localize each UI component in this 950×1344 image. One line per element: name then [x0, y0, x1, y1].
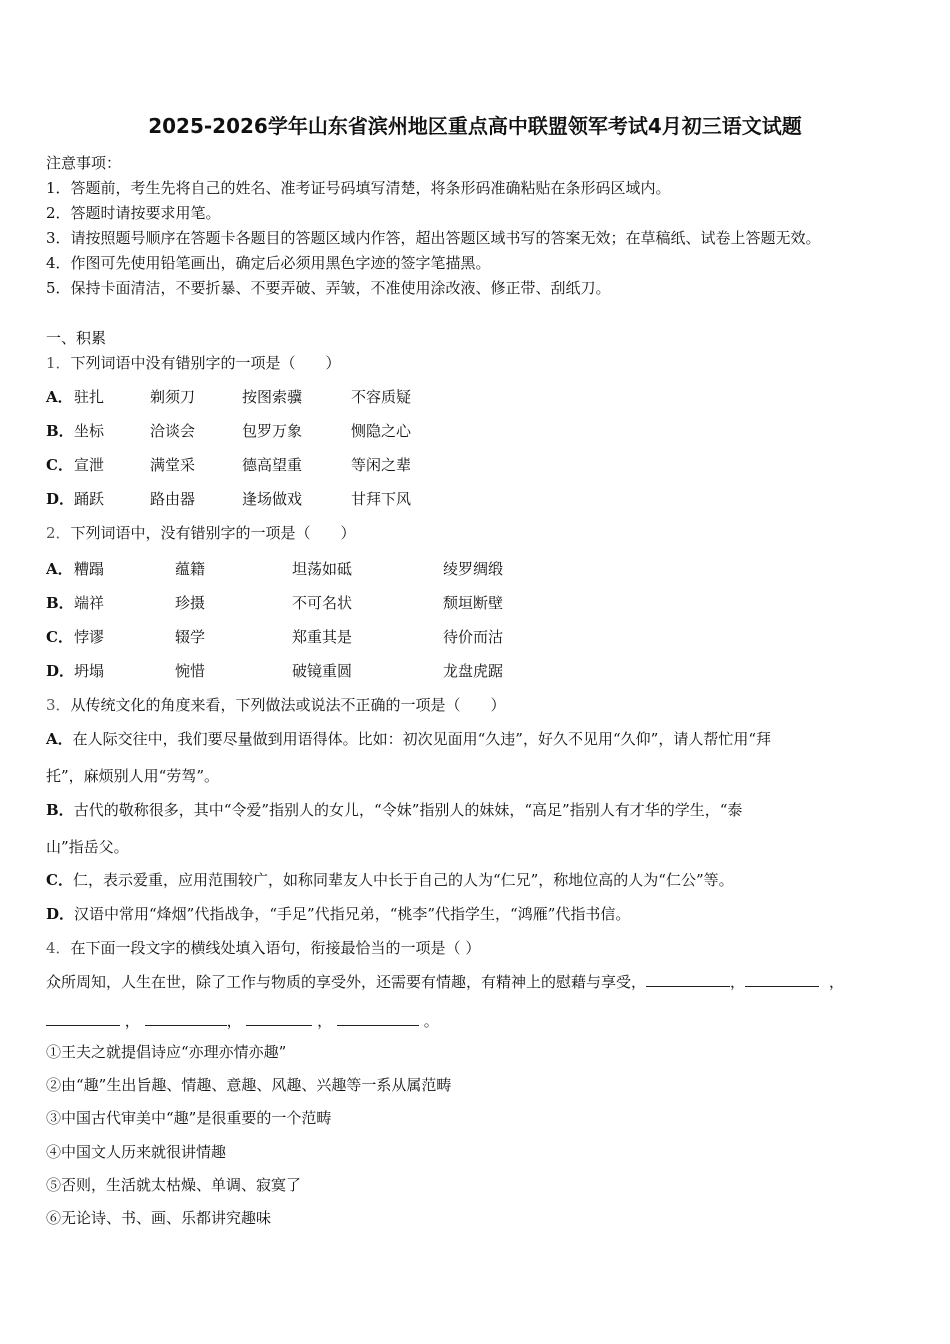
option-label: A． — [46, 388, 73, 406]
paragraph-text: 众所周知，人生在世，除了工作与物质的享受外，还需要有情趣，有精神上的慰藉与享受， — [46, 973, 647, 991]
blank-separator: ， — [226, 1012, 242, 1030]
notice-item: 2．答题时请按要求用笔。 — [46, 204, 221, 222]
option-label: D． — [46, 905, 75, 923]
option-word: 待价而沽 — [443, 628, 504, 646]
option-word: 珍摄 — [175, 594, 206, 612]
option-word: 惋惜 — [175, 662, 206, 680]
notice-item: 3．请按照题号顺序在答题卡各题目的答题区域内作答，超出答题区域书写的答案无效；在草稿纸、试卷上答题无效。 — [46, 229, 821, 247]
question-1-stem — [46, 352, 341, 373]
option-text: 古代的敬称很多，其中“令爱”指别人的女儿，“令妹”指别人的妹妹，“高足”指别人有才华的学生，“泰 — [73, 801, 743, 819]
option-word: 恻隐之心 — [351, 422, 412, 440]
option-label: C． — [46, 456, 73, 474]
option-word: 宣泄 — [74, 456, 105, 474]
option-label: B． — [46, 594, 74, 612]
option-word: 甘拜下风 — [351, 490, 412, 508]
option-label: D． — [46, 490, 75, 508]
q4-item: ①王夫之就提倡诗应“亦理亦情亦趣” — [46, 1043, 287, 1061]
blank-separator: ， — [317, 1012, 333, 1030]
option-word: 蕴籍 — [175, 560, 206, 578]
page-title: 2025-2026学年山东省滨州地区重点高中联盟领军考试4月初三语文试题 — [148, 114, 802, 138]
q4-item: ⑥无论诗、书、画、乐都讲究趣味 — [46, 1209, 272, 1227]
option-word: 坦荡如砥 — [292, 560, 353, 578]
answer-blank[interactable] — [337, 1011, 419, 1026]
answer-blank[interactable] — [145, 1011, 227, 1026]
question-number: 1． — [46, 354, 71, 372]
question-4-stem — [46, 937, 480, 958]
option-word: 破镜重圆 — [292, 662, 353, 680]
q3-option-a-continued: 托”，麻烦别人用“劳驾”。 — [46, 767, 220, 785]
option-label: D． — [46, 662, 75, 680]
answer-blank[interactable] — [246, 1011, 312, 1026]
option-word: 路由器 — [150, 490, 196, 508]
option-word: 满堂采 — [150, 456, 196, 474]
option-word: 驻扎 — [74, 388, 105, 406]
option-text: 仁，表示爱重，应用范围较广，如称同辈友人中长于自己的人为“仁兄”，称地位高的人为“仁公”等。 — [72, 871, 734, 889]
question-text: 下列词语中没有错别字的一项是（ ） — [70, 354, 341, 372]
option-word: 逢场做戏 — [242, 490, 303, 508]
question-3-stem — [46, 694, 506, 715]
option-label: A． — [46, 560, 73, 578]
option-label: C． — [46, 871, 73, 889]
q3-option-a[interactable] — [46, 728, 771, 749]
q4-item: ③中国古代审美中“趣”是很重要的一个范畴 — [46, 1109, 332, 1127]
question-text: 在下面一段文字的横线处填入语句，衔接最恰当的一项是（ ） — [70, 939, 481, 957]
option-word: 洽谈会 — [150, 422, 196, 440]
q4-item: ②由“趣”生出旨趣、情趣、意趣、风趣、兴趣等一系从属范畴 — [46, 1076, 452, 1094]
option-label: A． — [46, 730, 73, 748]
notice-item: 1．答题前，考生先将自己的姓名、准考证号码填写清楚，将条形码准确粘贴在条形码区域内。 — [46, 179, 671, 197]
q3-option-b[interactable] — [46, 799, 742, 820]
option-word: 绫罗绸缎 — [443, 560, 504, 578]
option-label: B． — [46, 422, 74, 440]
option-word: 包罗万象 — [242, 422, 303, 440]
option-text: 汉语中常用“烽烟”代指战争，“手足”代指兄弟，“桃李”代指学生，“鸿雁”代指书信。 — [74, 905, 631, 923]
option-text: 在人际交往中，我们要尽量做到用语得体。比如：初次见面用“久违”，好久不见用“久仰”，请人帮忙用“拜 — [72, 730, 771, 748]
option-word: 糟蹋 — [74, 560, 105, 578]
option-label: C． — [46, 628, 73, 646]
question-number: 2． — [46, 524, 71, 542]
section-heading: 一、积累 — [46, 329, 107, 347]
blank-separator: ， — [730, 973, 746, 991]
option-word: 端祥 — [74, 594, 105, 612]
option-label: B． — [46, 801, 74, 819]
answer-blank[interactable] — [745, 972, 819, 987]
end-period: 。 — [423, 1012, 439, 1030]
question-text: 下列词语中，没有错别字的一项是（ ） — [70, 524, 356, 542]
notice-item: 4．作图可先使用铅笔画出，确定后必须用黑色字迹的签字笔描黑。 — [46, 254, 491, 272]
option-word: 坍塌 — [74, 662, 105, 680]
blank-separator: ， — [124, 1012, 140, 1030]
question-text: 从传统文化的角度来看，下列做法或说法不正确的一项是（ ） — [70, 696, 506, 714]
answer-blank[interactable] — [46, 1011, 120, 1026]
option-word: 龙盘虎踞 — [443, 662, 504, 680]
question-number: 4． — [46, 939, 71, 957]
notice-heading: 注意事项： — [46, 154, 122, 172]
q3-option-d[interactable] — [46, 903, 630, 924]
q4-item: ④中国文人历来就很讲情趣 — [46, 1143, 227, 1161]
option-word: 德高望重 — [242, 456, 303, 474]
answer-blank[interactable] — [646, 972, 730, 987]
option-word: 踊跃 — [74, 490, 105, 508]
q4-blank-line — [46, 1010, 439, 1031]
q3-option-b-continued: 山”指岳父。 — [46, 838, 129, 856]
question-2-stem — [46, 522, 356, 543]
option-word: 郑重其是 — [292, 628, 353, 646]
option-word: 不可名状 — [292, 594, 353, 612]
blank-separator: ， — [829, 973, 845, 991]
question-number: 3． — [46, 696, 71, 714]
option-word: 等闲之辈 — [351, 456, 412, 474]
notice-item: 5．保持卡面清洁，不要折暴、不要弄破、弄皱，不准使用涂改液、修正带、刮纸刀。 — [46, 279, 611, 297]
q4-item: ⑤否则，生活就太枯燥、单调、寂寞了 — [46, 1176, 302, 1194]
option-word: 不容质疑 — [351, 388, 412, 406]
option-word: 颓垣断壁 — [443, 594, 504, 612]
q3-option-c[interactable] — [46, 869, 734, 890]
q4-paragraph — [46, 971, 844, 992]
option-word: 坐标 — [74, 422, 105, 440]
option-word: 按图索骥 — [242, 388, 303, 406]
option-word: 悖谬 — [74, 628, 105, 646]
option-word: 辍学 — [175, 628, 206, 646]
option-word: 剃须刀 — [150, 388, 196, 406]
